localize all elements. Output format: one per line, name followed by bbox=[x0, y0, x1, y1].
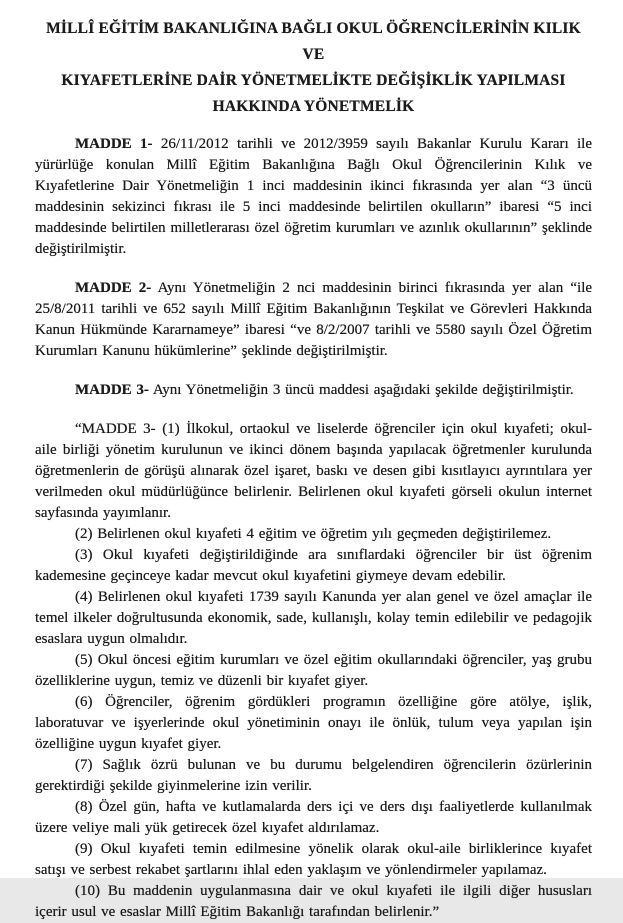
title-line-3: HAKKINDA YÖNETMELİK bbox=[212, 98, 415, 115]
paragraph bbox=[35, 692, 592, 755]
document-body bbox=[35, 134, 592, 923]
paragraph bbox=[35, 524, 592, 545]
madde-label: MADDE 3- bbox=[75, 382, 149, 398]
paragraph-text: (2) Belirlenen okul kıyafeti 4 eğitim ve öğretim yılı geçmeden değiştirilemez. bbox=[75, 526, 552, 542]
paragraph bbox=[35, 881, 592, 923]
paragraph bbox=[35, 797, 592, 839]
paragraph bbox=[35, 755, 592, 797]
paragraph-text: (7) Sağlık özrü bulunan ve bu durumu belgelendiren öğrencilerin özürlerinin gerektirdiği şekilde giyinmelerine izin verilir. bbox=[35, 757, 592, 794]
madde-label: MADDE 2- bbox=[75, 280, 152, 296]
paragraph bbox=[35, 650, 592, 692]
paragraph-text: 26/11/2012 tarihli ve 2012/3959 sayılı Bakanlar Kurulu Kararı ile yürürlüğe konulan Millî Eğitim Bakanlığına Bağlı Okul Öğrencilerinin Kılık ve Kıyafetlerine Dair Yönetmeliğin 1 inci maddesinin ikinci fıkrasında yer alan “3 üncü maddesinin sekizinci fıkrası ile 5 inci maddesinde belirtilen okulların” ibaresi “5 inci maddesinde belirtilen milletlerarası özel öğretim kurumları ve azınlık okullarının” şeklinde değiştirilmiştir. bbox=[35, 136, 593, 257]
paragraph-text: (5) Okul öncesi eğitim kurumları ve özel eğitim okullarındaki öğrenciler, yaş grubu özelliklerine uygun, temiz ve düzenli bir kıyafet giyer. bbox=[35, 652, 592, 689]
paragraph-text: Aynı Yönetmeliğin 2 nci maddesinin birinci fıkrasında yer alan “ile 25/8/2011 tarihli ve 652 sayılı Millî Eğitim Bakanlığının Teşkilat ve Görevleri Hakkında Kanun Hükmünde Kararnameye” ibaresi “ve 8/2/2007 tarihli ve 5580 sayılı Özel Öğretim Kurumları Kanunu hükümlerine” şeklinde değiştirilmiştir. bbox=[35, 280, 593, 359]
madde-label: MADDE 1- bbox=[75, 136, 153, 152]
paragraph-text: (8) Özel gün, hafta ve kutlamalarda ders içi ve ders dışı faaliyetlerde kullanılmak üzere veliye mali yük getirecek özel kıyafet aldırılamaz. bbox=[35, 799, 592, 836]
paragraph bbox=[35, 419, 592, 524]
paragraph bbox=[35, 134, 592, 260]
paragraph-text: Aynı Yönetmeliğin 3 üncü maddesi aşağıdaki şekilde değiştirilmiştir. bbox=[148, 382, 574, 398]
document-title bbox=[35, 16, 592, 120]
paragraph-text: (3) Okul kıyafeti değiştirildiğinde ara sınıflardaki öğrenciler bir üst öğrenim kademesine geçinceye kadar mevcut okul kıyafetini giymeye devam edebilir. bbox=[35, 547, 592, 584]
title-line-2: KIYAFETLERİNE DAİR YÖNETMELİKTE DEĞİŞİKLİK YAPILMASI bbox=[61, 72, 566, 89]
paragraph bbox=[35, 587, 592, 650]
paragraph bbox=[35, 278, 592, 362]
paragraph bbox=[35, 839, 592, 881]
paragraph-text: “MADDE 3- (1) İlkokul, ortaokul ve liselerde öğrenciler için okul kıyafeti; okul-aile birliği yönetim kurulunun ve ikinci dönem başında yapılacak öğretmenler kurulunda öğretmenlerin de görüşü alınarak özel işaret, baskı ve desen gibi kısıtlayıcı ayrıntılara yer verilmeden okul müdürlüğünce belirlenir. Belirlenen okul kıyafeti görseli okulun internet sayfasında yayımlanır. bbox=[35, 421, 592, 521]
title-line-1: MİLLÎ EĞİTİM BAKANLIĞINA BAĞLI OKUL ÖĞRENCİLERİNİN KILIK VE bbox=[46, 20, 581, 63]
paragraph-text: (9) Okul kıyafeti temin edilmesine yönelik olarak okul-aile birliklerince kıyafet satışı ve serbest rekabet şartlarını ihlal eden yaklaşım ve yönlendirmeler yapılamaz. bbox=[35, 841, 592, 878]
paragraph-text: (4) Belirlenen okul kıyafeti 1739 sayılı Kanunda yer alan genel ve özel amaçlar ile temel ilkeler doğrultusunda ekonomik, sade, kullanışlı, kolay temin edilebilir ve pedagojik esaslara uygun olmalıdır. bbox=[35, 589, 592, 647]
paragraph-text: (10) Bu maddenin uygulanmasına dair ve okul kıyafeti ile ilgili diğer hususları içerir usul ve esaslar Millî Eğitim Bakanlığı tarafından belirlenir.” bbox=[35, 883, 592, 920]
paragraph bbox=[35, 545, 592, 587]
paragraph-text: (6) Öğrenciler, öğrenim gördükleri programın özelliğine göre atölye, işlik, laboratuvar ve işyerlerinde okul yönetiminin onayı ile önlük, tulum veya yapılan işin özelliğine uygun kıyafet giyer. bbox=[35, 694, 592, 752]
paragraph bbox=[35, 380, 592, 401]
